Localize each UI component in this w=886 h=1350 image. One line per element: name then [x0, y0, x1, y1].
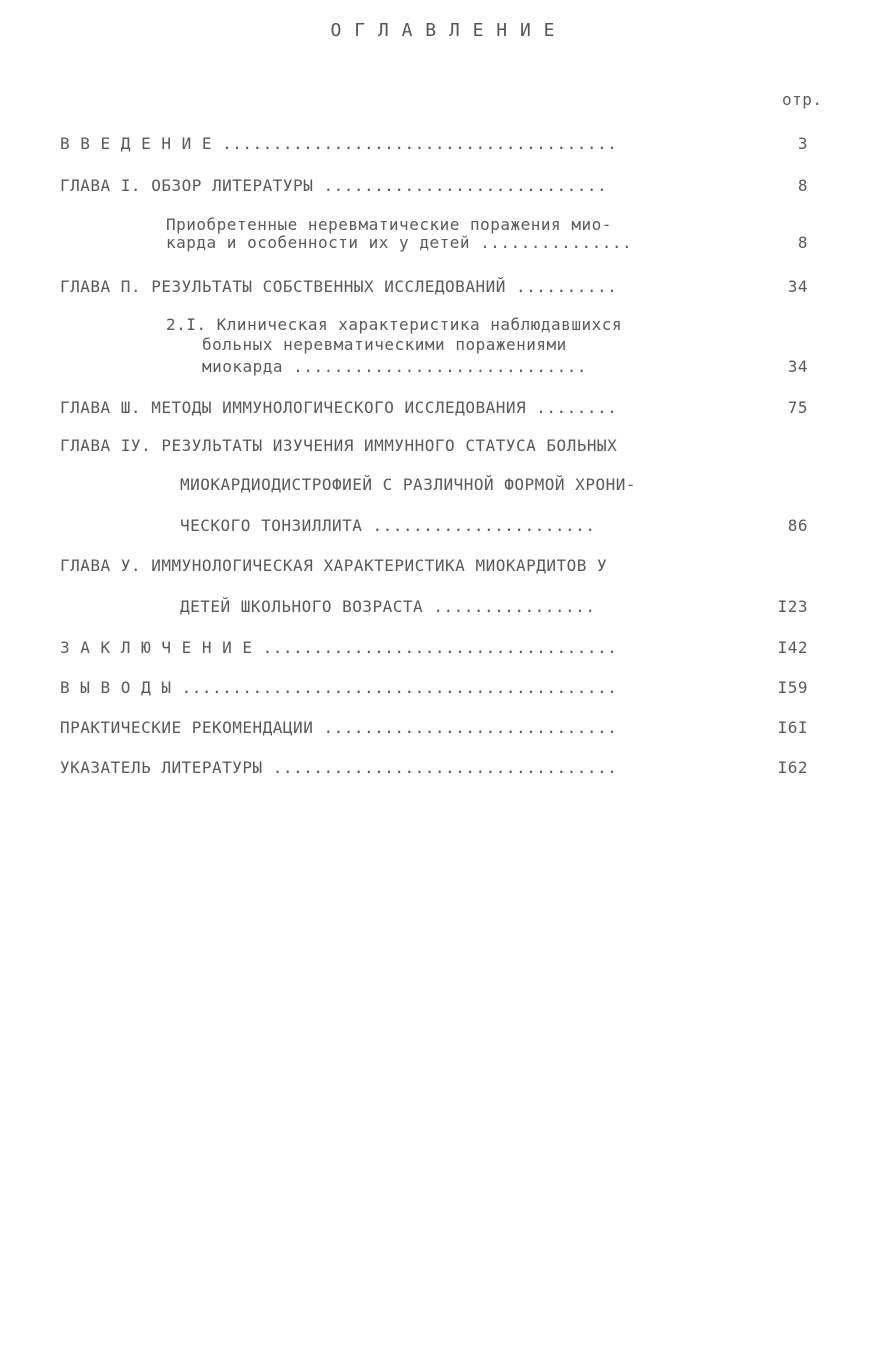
toc-entry-chapter-3: ГЛАВА Ш. МЕТОДЫ ИММУНОЛОГИЧЕСКОГО ИССЛЕДОВАНИЯ ........ [60, 398, 618, 417]
toc-entry-recommendations: ПРАКТИЧЕСКИЕ РЕКОМЕНДАЦИИ ............................. [60, 718, 618, 737]
page-title: О Г Л А В Л Е Н И Е [330, 20, 556, 41]
toc-entry-continuation: МИОКАРДИОДИСТРОФИЕЙ С РАЗЛИЧНОЙ ФОРМОЙ ХРОНИ- [180, 475, 636, 494]
toc-page-number: I62 [777, 758, 808, 777]
toc-page-number: 75 [787, 398, 808, 417]
toc-subentry-line: миокарда ............................. [202, 357, 588, 376]
toc-page-number: 34 [787, 357, 808, 376]
toc-page-number: I42 [777, 638, 808, 657]
toc-page-number: 86 [787, 516, 808, 535]
toc-page-number: 8 [797, 233, 808, 252]
toc-entry-chapter-2: ГЛАВА П. РЕЗУЛЬТАТЫ СОБСТВЕННЫХ ИССЛЕДОВАНИЙ .......... [60, 277, 618, 296]
toc-entry-chapter-5: ГЛАВА У. ИММУНОЛОГИЧЕСКАЯ ХАРАКТЕРИСТИКА МИОКАРДИТОВ У [60, 556, 608, 575]
page-column-header: отр. [782, 90, 823, 109]
toc-entry-findings: В Ы В О Д Ы ........................................... [60, 678, 618, 697]
toc-subentry-line: больных неревматическими поражениями [202, 335, 567, 354]
toc-page-number: I6I [777, 718, 808, 737]
toc-page-number: 34 [787, 277, 808, 296]
toc-entry-chapter-1: ГЛАВА I. ОБЗОР ЛИТЕРАТУРЫ ............................ [60, 176, 608, 195]
toc-page-number: I59 [777, 678, 808, 697]
toc-subentry-line: Приобретенные неревматические поражения мио- [166, 215, 612, 234]
toc-entry-bibliography: УКАЗАТЕЛЬ ЛИТЕРАТУРЫ .................................. [60, 758, 618, 777]
toc-subentry-line: карда и особенности их у детей ............... [166, 233, 633, 252]
toc-page-number: 3 [797, 134, 808, 153]
toc-entry-introduction: В В Е Д Е Н И Е ....................................... [60, 134, 618, 153]
toc-entry-continuation: ЧЕСКОГО ТОНЗИЛЛИТА ...................... [180, 516, 596, 535]
toc-page-number: 8 [797, 176, 808, 195]
toc-entry-conclusion: З А К Л Ю Ч Е Н И Е ................................... [60, 638, 618, 657]
toc-entry-chapter-4: ГЛАВА IУ. РЕЗУЛЬТАТЫ ИЗУЧЕНИЯ ИММУННОГО СТАТУСА БОЛЬНЫХ [60, 436, 618, 455]
toc-entry-continuation: ДЕТЕЙ ШКОЛЬНОГО ВОЗРАСТА ................ [180, 597, 596, 616]
toc-subentry-line: 2.I. Клиническая характеристика наблюдавшихся [166, 315, 622, 334]
toc-page-number: I23 [777, 597, 808, 616]
